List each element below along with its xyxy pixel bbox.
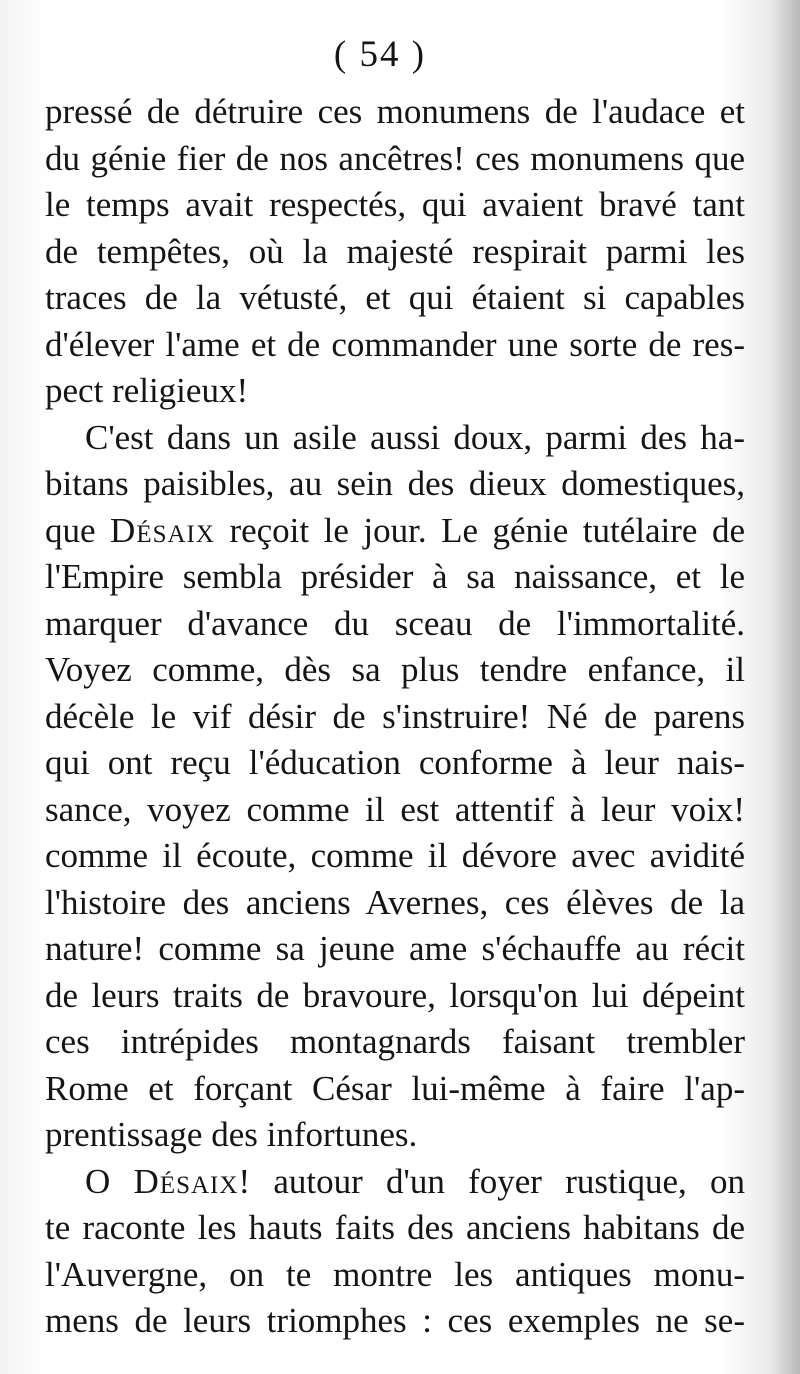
name-small-caps: Désaix: [133, 1161, 239, 1201]
text-line: Voyez comme, dès sa plus tendre enfance, il: [45, 650, 745, 689]
text-line: du génie fier de nos ancêtres! ces monumens que: [45, 138, 745, 178]
text-line: qui ont reçu l'éducation conforme à leur nais-: [45, 743, 745, 782]
text-line: marquer d'avance du sceau de l'immortalité.: [45, 603, 745, 643]
text-line: le temps avait respectés, qui avaient bravé tant: [45, 185, 745, 224]
text-line: de tempêtes, où la majesté respirait parmi les: [45, 231, 745, 271]
text-line: pect religieux!: [45, 371, 249, 410]
body-text: [45, 89, 745, 1345]
text-line: comme il écoute, comme il dévore avec avidité: [45, 836, 745, 875]
text-line: C'est dans un asile aussi doux, parmi des ha-: [85, 417, 745, 457]
text-line: mens de leurs triomphes : ces exemples ne se-: [45, 1301, 745, 1340]
text-line: prentissage des infortunes.: [45, 1115, 418, 1154]
text-line: O Désaix! autour d'un foyer rustique, on: [85, 1161, 745, 1201]
text-line: l'Auvergne, on te montre les antiques monu-: [45, 1254, 745, 1294]
text-line: traces de la vétusté, et qui étaient si capables: [45, 278, 745, 317]
text-line: d'élever l'ame et de commander une sorte de res-: [45, 324, 745, 364]
text-line: l'histoire des anciens Avernes, ces élèves de la: [45, 882, 745, 922]
text-line: que Désaix reçoit le jour. Le génie tutélaire de: [45, 510, 745, 550]
text-line: pressé de détruire ces monumens de l'audace et: [45, 92, 745, 131]
text-line: ces intrépides montagnards faisant trembler: [45, 1022, 745, 1061]
name-small-caps: Désaix: [110, 510, 215, 550]
text-line: décèle le vif désir de s'instruire! Né de parens: [45, 696, 745, 736]
text-line: bitans paisibles, au sein des dieux domestiques,: [45, 464, 745, 503]
text-line: te raconte les hauts faits des anciens habitans de: [45, 1208, 745, 1247]
page-number: ( 54 ): [333, 34, 427, 75]
text-line: Rome et forçant César lui-même à faire l'ap-: [45, 1068, 745, 1108]
text-line: l'Empire sembla présider à sa naissance, et le: [45, 557, 745, 596]
text-line: de leurs traits de bravoure, lorsqu'on lui dépeint: [45, 975, 745, 1015]
text-line: sance, voyez comme il est attentif à leur voix!: [45, 789, 745, 829]
text-line: nature! comme sa jeune ame s'échauffe au récit: [45, 929, 745, 968]
